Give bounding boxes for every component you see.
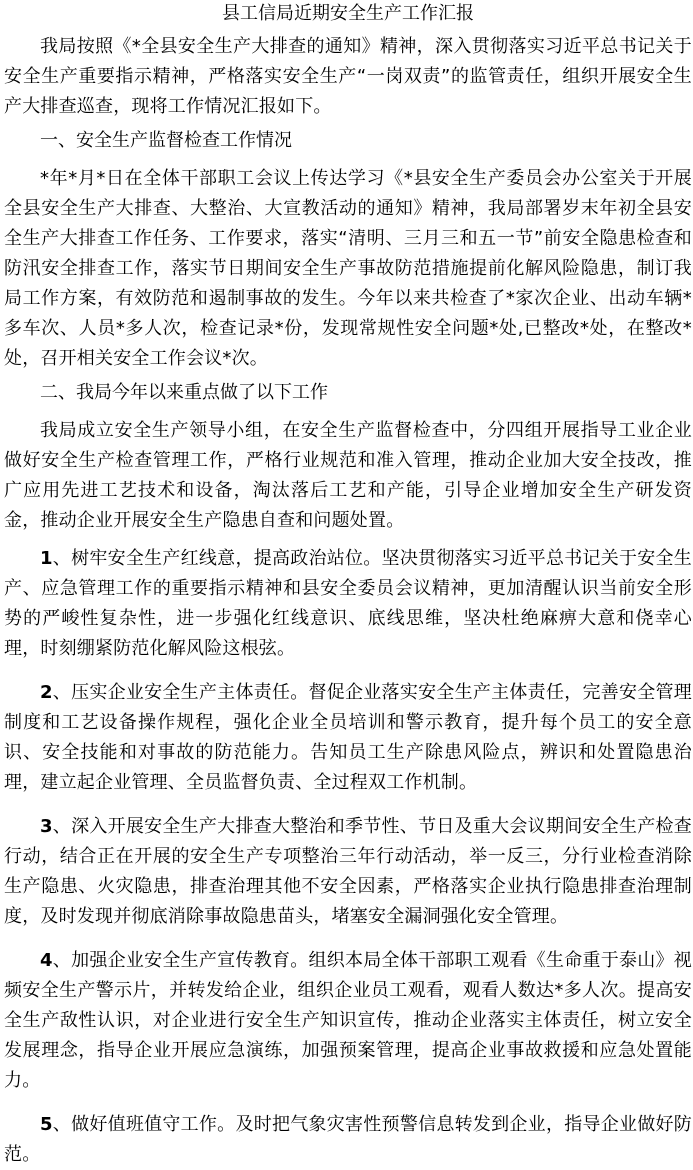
item-number: 4 — [40, 950, 53, 971]
spacer — [4, 1096, 692, 1110]
spacer — [4, 156, 692, 164]
item-text: 、做好值班值守工作。及时把气象灾害性预警信息转发到企业，指导企业做好防范。 — [4, 1114, 692, 1165]
spacer — [4, 536, 692, 544]
section-1-heading: 一、安全生产监督检查工作情况 — [40, 130, 292, 151]
item-text: 、深入开展安全生产大排查大整治和季节性、节日及重大会议期间安全生产检查行动，结合正在开展的安全生产专项整治三年行动活动，举一反三，分行业检查消除生产隐患、火灾隐患，排查治理其他不安全因素，严格落实企业执行隐患排查治理制度，及时发现并彻底消除事故隐患苗头，堵塞安全漏洞强化安全管理。 — [4, 816, 692, 927]
intro-paragraph: 我局按照《*全县安全生产大排查的通知》精神，深入贯彻落实习近平总书记关于安全生产重要指示精神，严格落实安全生产“一岗双责”的监管责任，组织开展安全生产大排查巡查，现将工作情况汇报如下。 — [4, 36, 692, 117]
item-text: 、加强企业安全生产宣传教育。组织本局全体干部职工观看《生命重于泰山》视频安全生产警示片，并转发给企业，组织企业员工观看，观看人数达*多人次。提高安全生产敌性认识，对企业进行安全生产知识宣传，推动企业落实主体责任，树立安全发展理念，指导企业开展应急演练，加强预案管理，提高企业事故救援和应急处置能力。 — [4, 950, 692, 1091]
list-item-3 — [4, 812, 692, 932]
item-number: 1 — [40, 548, 53, 569]
spacer — [4, 664, 692, 678]
item-text: 、压实企业安全生产主体责任。督促企业落实安全生产主体责任，完善安全管理制度和工艺设备操作规程，强化企业全员培训和警示教育，提升每个员工的安全意识、安全技能和对事故的防范能力。告知员工生产除患风险点，辨识和处置隐患治理，建立起企业管理、全员监督负责、全过程双工作机制。 — [4, 682, 692, 793]
section-2-heading: 二、我局今年以来重点做了以下工作 — [40, 382, 328, 403]
section-1-body: *年*月*日在全体干部职工会议上传达学习《*县安全生产委员会办公室关于开展全县安全生产大排查、大整治、大宣教活动的通知》精神，我局部署岁末年初全县安全生产大排查工作任务、工作要求，落实“清明、三月三和五一节”前安全隐患检查和防汛安全排查工作，落实节日期间安全生产事故防范措施提前化解风险隐患，制订我局工作方案，有效防范和遏制事故的发生。今年以来共检查了*家次企业、出动车辆*多车次、人员*多人次，检查记录*份，发现常规性安全问题*处,已整改*处，在整改*处，召开相关安全工作会议*次。 — [4, 168, 692, 369]
item-text: 、树牢安全生产红线意，提高政治站位。坚决贯彻落实习近平总书记关于安全生产、应急管理工作的重要指示精神和县安全委员会议精神，更加清醒认识当前安全形势的严峻性复杂性，进一步强化红线意识、底线思维，坚决杜绝麻痹大意和侥幸心理，时刻绷紧防范化解风险这根弦。 — [4, 548, 692, 659]
spacer — [4, 408, 692, 416]
list-item-2 — [4, 678, 692, 798]
section-2-body: 我局成立安全生产领导小组，在安全生产监督检查中，分四组开展指导工业企业做好安全生产检查管理工作，严格行业规范和准入管理，推动企业加大安全技改，推广应用先进工艺技术和设备，淘汰落后工艺和产能，引导企业增加安全生产研发资金，推动企业开展安全生产隐患自查和问题处置。 — [4, 420, 692, 531]
spacer — [4, 798, 692, 812]
spacer — [4, 932, 692, 946]
list-item-5 — [4, 1110, 692, 1170]
item-number: 3 — [40, 816, 53, 837]
list-item-4 — [4, 946, 692, 1096]
list-item-1 — [4, 544, 692, 664]
item-number: 2 — [40, 682, 53, 703]
item-number: 5 — [40, 1114, 53, 1135]
document-title: 县工信局近期安全生产工作汇报 — [222, 3, 474, 24]
